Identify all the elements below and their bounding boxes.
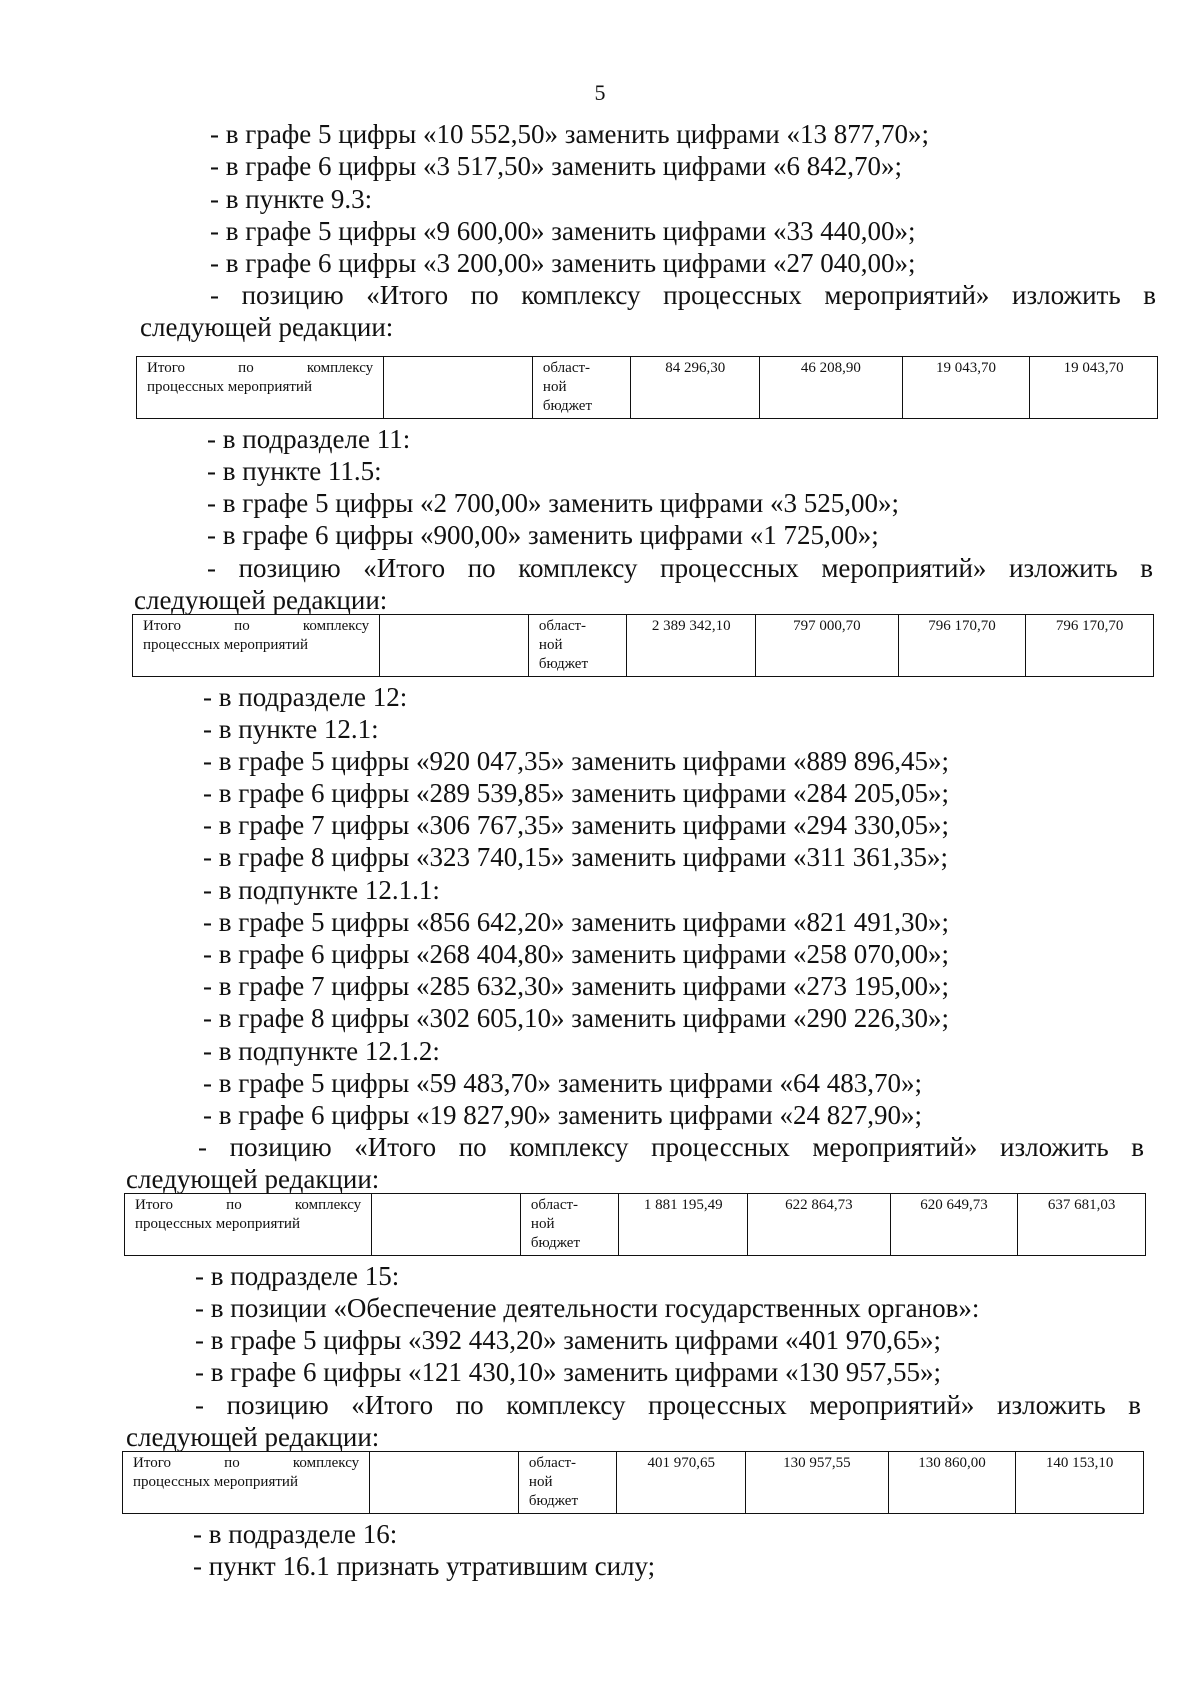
text-line: - в графе 6 цифры «289 539,85» заменить цифрами «284 205,05»; [203,778,949,808]
value-cell: 19 043,70 [902,357,1030,419]
text-line: - в пункте 12.1: [203,714,379,744]
phrase-word: «Итого [363,553,446,583]
label-line: процессных мероприятий [133,1474,298,1490]
source-line: област- [530,1197,579,1213]
phrase-word: «Итого [366,280,449,310]
phrase-word: позицию [238,553,341,583]
source-line: бюджет [528,1493,579,1509]
text-line: следующей редакции: [126,1422,380,1452]
text-line: - в подпункте 12.1.2: [203,1036,440,1066]
phrase-word: мероприятий» [809,1390,975,1420]
itogo-phrase [195,1389,1141,1421]
text-line: - пункт 16.1 признать утратившим силу; [193,1551,656,1581]
value-cell: 130 957,55 [746,1452,889,1514]
text-line: следующей редакции: [134,585,388,615]
label-word: по [234,618,250,634]
value-cell: 1 881 195,49 [619,1194,748,1256]
source-line: бюджет [530,1235,581,1251]
label-word: Итого [147,360,185,376]
text-line: - в графе 6 цифры «19 827,90» заменить цифрами «24 827,90»; [203,1100,922,1130]
itogo-phrase [210,279,1156,311]
phrase-word: мероприятий» [821,553,987,583]
itogo-table [132,614,1154,677]
label-word: комплексу [302,618,370,634]
text-line: - в графе 5 цифры «59 483,70» заменить цифрами «64 483,70»; [203,1068,922,1098]
label-word: по [224,1455,240,1471]
text-line: - в пункте 11.5: [207,456,382,486]
text-line: - в графе 6 цифры «3 517,50» заменить цифрами «6 842,70»; [210,151,902,181]
text-line: - в графе 5 цифры «9 600,00» заменить цифрами «33 440,00»; [210,216,916,246]
value-cell: 796 170,70 [898,615,1026,677]
itogo-table [122,1451,1144,1514]
phrase-word: по [455,1390,484,1420]
phrase-word: процессных [648,1390,787,1420]
phrase-word: процессных [663,280,802,310]
source-cell [520,1194,618,1256]
source-line: бюджет [542,398,593,414]
value-cell: 796 170,70 [1026,615,1154,677]
label-line: процессных мероприятий [143,637,308,653]
phrase-word: изложить [997,1390,1106,1420]
itogo-phrase [207,552,1153,584]
table-row [133,615,1154,677]
phrase-word: комплексу [506,1390,626,1420]
source-cell [518,1452,616,1514]
page-number: 5 [594,80,606,105]
phrase-word: по [470,280,499,310]
phrase-word: изложить [1009,553,1118,583]
phrase-word: изложить [1000,1132,1109,1162]
empty-cell [372,1194,521,1256]
phrase-word: по [467,553,496,583]
label-line: процессных мероприятий [147,379,312,395]
value-cell: 2 389 342,10 [627,615,756,677]
value-cell: 130 860,00 [888,1452,1016,1514]
text-line: - в графе 7 цифры «306 767,35» заменить цифрами «294 330,05»; [203,810,949,840]
text-line: следующей редакции: [140,312,394,342]
text-line: - в графе 5 цифры «392 443,20» заменить цифрами «401 970,65»; [195,1325,941,1355]
label-word: по [226,1197,242,1213]
source-line: ной [528,1474,553,1490]
table-row [123,1452,1144,1514]
phrase-word: - [198,1132,207,1162]
phrase-word: по [458,1132,487,1162]
source-line: ной [530,1216,555,1232]
table-row [137,357,1158,419]
text-line: - в графе 8 цифры «302 605,10» заменить цифрами «290 226,30»; [203,1003,949,1033]
label-cell [123,1452,370,1514]
phrase-word: - [195,1390,204,1420]
text-line: - в подразделе 15: [195,1261,400,1291]
value-cell: 84 296,30 [631,357,760,419]
phrase-word: позицию [226,1390,329,1420]
source-line: област- [538,618,587,634]
source-cell [528,615,626,677]
label-word: по [238,360,254,376]
label-word: Итого [133,1455,171,1471]
label-cell [137,357,384,419]
phrase-word: комплексу [521,280,641,310]
value-cell: 620 649,73 [890,1194,1018,1256]
value-cell: 797 000,70 [756,615,899,677]
text-line: - в графе 5 цифры «2 700,00» заменить цифрами «3 525,00»; [207,488,899,518]
label-cell [125,1194,372,1256]
text-line: - в пункте 9.3: [210,184,373,214]
text-line: - в графе 5 цифры «920 047,35» заменить цифрами «889 896,45»; [203,746,949,776]
itogo-phrase [198,1131,1144,1163]
value-cell: 637 681,03 [1018,1194,1146,1256]
phrase-word: мероприятий» [812,1132,978,1162]
text-line: - в графе 6 цифры «3 200,00» заменить цифрами «27 040,00»; [210,248,916,278]
text-line: следующей редакции: [126,1164,380,1194]
value-cell: 622 864,73 [748,1194,891,1256]
itogo-table [136,356,1158,419]
phrase-word: в [1140,553,1153,583]
value-cell: 46 208,90 [760,357,903,419]
label-line: процессных мероприятий [135,1216,300,1232]
value-cell: 401 970,65 [617,1452,746,1514]
label-cell [133,615,380,677]
empty-cell [384,357,533,419]
label-word: комплексу [306,360,374,376]
phrase-word: в [1131,1132,1144,1162]
phrase-word: позицию [241,280,344,310]
source-line: бюджет [538,656,589,672]
text-line: - в подпункте 12.1.1: [203,875,440,905]
source-line: област- [528,1455,577,1471]
text-line: - в подразделе 12: [203,682,408,712]
source-line: ной [538,637,563,653]
text-line: - в графе 6 цифры «268 404,80» заменить цифрами «258 070,00»; [203,939,949,969]
itogo-table [124,1193,1146,1256]
text-line: - в графе 7 цифры «285 632,30» заменить цифрами «273 195,00»; [203,971,949,1001]
text-line: - в графе 6 цифры «121 430,10» заменить цифрами «130 957,55»; [195,1357,941,1387]
text-line: - в графе 6 цифры «900,00» заменить цифрами «1 725,00»; [207,520,879,550]
label-word: Итого [143,618,181,634]
phrase-word: позицию [229,1132,332,1162]
value-cell: 19 043,70 [1030,357,1158,419]
empty-cell [380,615,529,677]
label-word: комплексу [292,1455,360,1471]
text-line: - в подразделе 16: [193,1519,398,1549]
phrase-word: «Итого [351,1390,434,1420]
label-word: комплексу [294,1197,362,1213]
phrase-word: в [1128,1390,1141,1420]
label-word: Итого [135,1197,173,1213]
phrase-word: - [210,280,219,310]
text-line: - в графе 5 цифры «10 552,50» заменить цифрами «13 877,70»; [210,119,929,149]
phrase-word: «Итого [354,1132,437,1162]
phrase-word: в [1143,280,1156,310]
text-line: - в графе 8 цифры «323 740,15» заменить цифрами «311 361,35»; [203,842,948,872]
phrase-word: - [207,553,216,583]
phrase-word: изложить [1012,280,1121,310]
text-line: - в подразделе 11: [207,424,411,454]
phrase-word: комплексу [509,1132,629,1162]
table-row [125,1194,1146,1256]
source-line: област- [542,360,591,376]
empty-cell [370,1452,519,1514]
phrase-word: процессных [651,1132,790,1162]
phrase-word: мероприятий» [824,280,990,310]
phrase-word: процессных [660,553,799,583]
phrase-word: комплексу [518,553,638,583]
text-line: - в позиции «Обеспечение деятельности государственных органов»: [195,1293,980,1323]
source-cell [532,357,630,419]
source-line: ной [542,379,567,395]
value-cell: 140 153,10 [1016,1452,1144,1514]
text-line: - в графе 5 цифры «856 642,20» заменить цифрами «821 491,30»; [203,907,949,937]
